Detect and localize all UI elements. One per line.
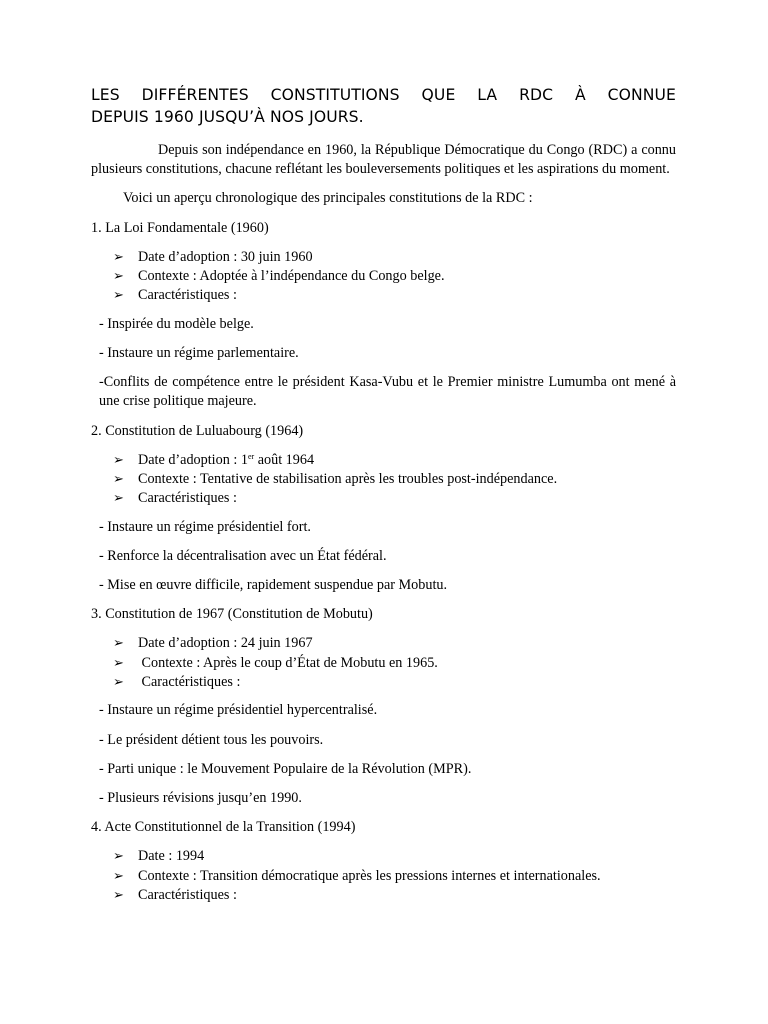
bullet-item bbox=[91, 267, 676, 286]
characteristic-point: - Mise en œuvre difficile, rapidement suspendue par Mobutu. bbox=[99, 577, 448, 594]
bullet-text: Caractéristiques : bbox=[138, 674, 241, 691]
characteristic-point: -Conflits de compétence entre le président Kasa-Vubu et le Premier ministre Lumumba ont mené à une crise politique majeure. bbox=[99, 374, 676, 410]
bullet-item bbox=[91, 654, 676, 673]
section-heading-2: 2. Constitution de Luluabourg (1964) bbox=[91, 422, 304, 439]
section-heading-4: 4. Acte Constitutionnel de la Transition (1994) bbox=[91, 819, 356, 836]
section-2-bullet-list bbox=[91, 451, 676, 509]
intro-paragraph: Depuis son indépendance en 1960, la République Démocratique du Congo (RDC) a connu plusieurs constitutions, chacune reflétant les bouleversements politiques et les aspirations du moment. bbox=[91, 142, 676, 178]
bullet-item bbox=[91, 673, 676, 692]
section-3-bullet-list bbox=[91, 634, 676, 692]
arrow-bullet-icon: ➢ bbox=[113, 887, 124, 903]
bullet-text: Date : 1994 bbox=[138, 848, 205, 865]
characteristic-point: - Inspirée du modèle belge. bbox=[99, 315, 254, 332]
arrow-bullet-icon: ➢ bbox=[113, 269, 124, 285]
section-heading-1: 1. La Loi Fondamentale (1960) bbox=[91, 219, 269, 236]
bullet-text: Date d’adoption : 24 juin 1967 bbox=[138, 635, 313, 652]
arrow-bullet-icon: ➢ bbox=[113, 849, 124, 865]
characteristic-point: - Renforce la décentralisation avec un État fédéral. bbox=[99, 547, 387, 564]
arrow-bullet-icon: ➢ bbox=[113, 472, 124, 488]
bullet-text: Caractéristiques : bbox=[138, 287, 237, 304]
document-page bbox=[91, 85, 676, 914]
characteristic-point: - Parti unique : le Mouvement Populaire de la Révolution (MPR). bbox=[99, 760, 472, 777]
arrow-bullet-icon: ➢ bbox=[113, 491, 124, 507]
arrow-bullet-icon: ➢ bbox=[113, 636, 124, 652]
section-1-bullet-list bbox=[91, 248, 676, 306]
bullet-item bbox=[91, 867, 676, 886]
bullet-date-prefix: Date d’adoption : 1 bbox=[138, 451, 248, 468]
title-line-2: DEPUIS 1960 JUSQU’À NOS JOURS. bbox=[91, 107, 364, 126]
bullet-text: Contexte : Transition démocratique après les pressions internes et internationales. bbox=[138, 867, 601, 884]
ordinal-superscript: er bbox=[247, 451, 255, 461]
arrow-bullet-icon: ➢ bbox=[113, 655, 124, 671]
bullet-text: Contexte : Après le coup d’État de Mobutu en 1965. bbox=[138, 654, 438, 671]
arrow-bullet-icon: ➢ bbox=[113, 675, 124, 691]
bullet-text: Contexte : Tentative de stabilisation après les troubles post-indépendance. bbox=[138, 471, 558, 488]
bullet-item bbox=[91, 886, 676, 905]
bullet-date-suffix: août 1964 bbox=[254, 451, 315, 468]
bullet-item bbox=[91, 489, 676, 508]
overview-paragraph: Voici un aperçu chronologique des principales constitutions de la RDC : bbox=[123, 190, 533, 207]
bullet-item bbox=[91, 286, 676, 305]
arrow-bullet-icon: ➢ bbox=[113, 288, 124, 304]
arrow-bullet-icon: ➢ bbox=[113, 452, 124, 468]
bullet-text: Contexte : Adoptée à l’indépendance du Congo belge. bbox=[138, 268, 445, 285]
bullet-item bbox=[91, 451, 676, 470]
title-line-1: LES DIFFÉRENTES CONSTITUTIONS QUE LA RDC À CONNUE bbox=[91, 86, 676, 104]
arrow-bullet-icon: ➢ bbox=[113, 868, 124, 884]
characteristic-point: - Le président détient tous les pouvoirs. bbox=[99, 731, 324, 748]
characteristic-point: - Instaure un régime présidentiel fort. bbox=[99, 518, 311, 535]
bullet-text: Date d’adoption : 30 juin 1960 bbox=[138, 248, 313, 265]
characteristic-point: - Instaure un régime présidentiel hypercentralisé. bbox=[99, 702, 378, 719]
bullet-item bbox=[91, 248, 676, 267]
arrow-bullet-icon: ➢ bbox=[113, 249, 124, 265]
characteristic-point: - Instaure un régime parlementaire. bbox=[99, 344, 299, 361]
bullet-item bbox=[91, 847, 676, 866]
section-heading-3: 3. Constitution de 1967 (Constitution de Mobutu) bbox=[91, 606, 373, 623]
bullet-text: Caractéristiques : bbox=[138, 490, 237, 507]
document-title bbox=[91, 85, 676, 128]
section-4-bullet-list bbox=[91, 847, 676, 905]
characteristic-point: - Plusieurs révisions jusqu’en 1990. bbox=[99, 789, 302, 806]
bullet-item bbox=[91, 634, 676, 653]
bullet-text: Caractéristiques : bbox=[138, 886, 237, 903]
bullet-item bbox=[91, 470, 676, 489]
